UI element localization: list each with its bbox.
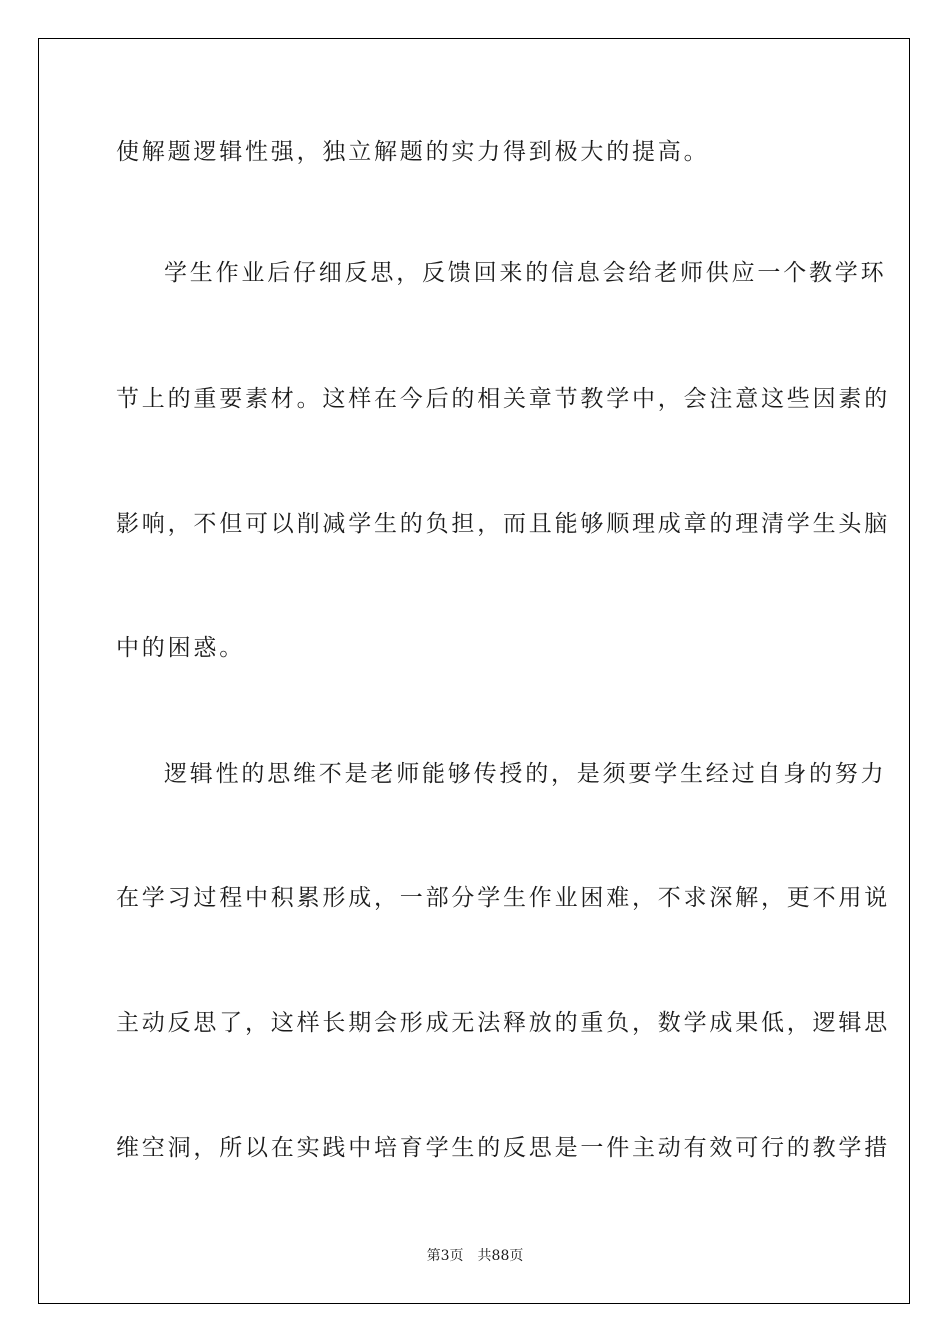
text-line-5: 中的困惑。 [116,635,245,661]
text-line-8: 主动反思了，这样长期会形成无法释放的重负，数学成果低，逻辑思 [116,1010,890,1036]
text-line-9: 维空洞，所以在实践中培育学生的反思是一件主动有效可行的教学措 [116,1135,890,1161]
page-total: 共88页 [477,1248,524,1264]
text-line-6: 逻辑性的思维不是老师能够传授的，是须要学生经过自身的努力 [164,761,887,787]
text-line-7: 在学习过程中积累形成，一部分学生作业困难，不求深解，更不用说 [116,885,890,911]
text-line-3: 节上的重要素材。这样在今后的相关章节教学中，会注意这些因素的 [116,386,890,412]
text-line-1: 使解题逻辑性强，独立解题的实力得到极大的提高。 [116,139,710,165]
page-border [38,38,910,1304]
text-line-2: 学生作业后仔细反思，反馈回来的信息会给老师供应一个教学环 [164,260,887,286]
page-footer [0,1246,950,1266]
page-number: 第3页 [426,1248,464,1264]
text-line-4: 影响，不但可以削减学生的负担，而且能够顺理成章的理清学生头脑 [116,511,890,537]
